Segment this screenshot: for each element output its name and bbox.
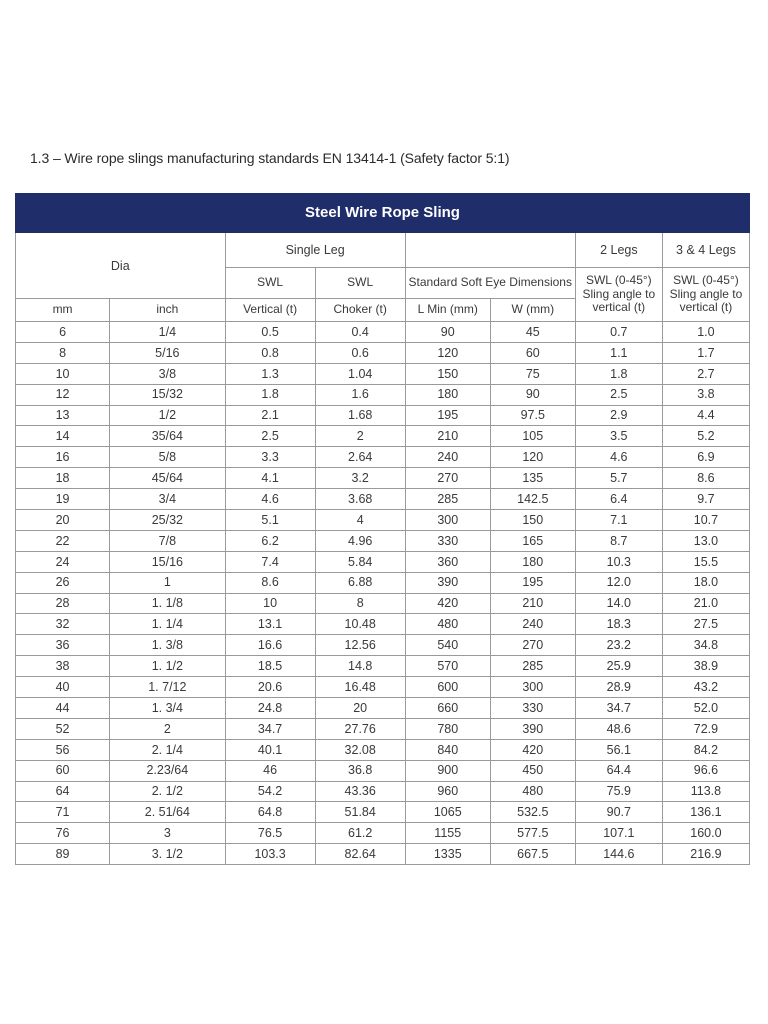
cell-dia-mm: 24 (16, 551, 110, 572)
cell-dia-mm: 44 (16, 698, 110, 719)
cell-w-mm: 667.5 (490, 844, 575, 865)
table-row (16, 802, 750, 823)
header-two-legs-swl: SWL (0-45°) Sling angle to vertical (t) (575, 268, 662, 322)
table-row (16, 614, 750, 635)
cell-swl-vertical: 8.6 (225, 572, 315, 593)
cell-swl-vertical: 6.2 (225, 530, 315, 551)
cell-swl-vertical: 10 (225, 593, 315, 614)
cell-l-min: 780 (405, 718, 490, 739)
cell-swl-choker: 4 (315, 510, 405, 531)
table-title-row (16, 194, 750, 233)
cell-two-legs-swl: 4.6 (575, 447, 662, 468)
cell-swl-vertical: 0.8 (225, 342, 315, 363)
table-row (16, 342, 750, 363)
cell-swl-vertical: 64.8 (225, 802, 315, 823)
cell-w-mm: 75 (490, 363, 575, 384)
cell-swl-vertical: 13.1 (225, 614, 315, 635)
table-row (16, 426, 750, 447)
cell-dia-inch: 3. 1/2 (110, 844, 225, 865)
cell-l-min: 180 (405, 384, 490, 405)
cell-dia-inch: 1/4 (110, 322, 225, 343)
cell-l-min: 600 (405, 677, 490, 698)
cell-l-min: 210 (405, 426, 490, 447)
cell-three-four-swl: 84.2 (662, 739, 749, 760)
cell-swl-vertical: 40.1 (225, 739, 315, 760)
cell-two-legs-swl: 1.1 (575, 342, 662, 363)
cell-dia-inch: 2. 1/4 (110, 739, 225, 760)
cell-two-legs-swl: 7.1 (575, 510, 662, 531)
cell-swl-choker: 1.04 (315, 363, 405, 384)
header-soft-eye: Standard Soft Eye Dimensions (405, 268, 575, 299)
header-vertical: Vertical (t) (225, 299, 315, 322)
cell-swl-choker: 0.4 (315, 322, 405, 343)
table-title: Steel Wire Rope Sling (16, 194, 750, 233)
header-row-1 (16, 233, 750, 268)
cell-l-min: 1335 (405, 844, 490, 865)
cell-w-mm: 60 (490, 342, 575, 363)
cell-two-legs-swl: 3.5 (575, 426, 662, 447)
cell-l-min: 330 (405, 530, 490, 551)
cell-three-four-swl: 136.1 (662, 802, 749, 823)
cell-l-min: 480 (405, 614, 490, 635)
cell-swl-vertical: 103.3 (225, 844, 315, 865)
table-row (16, 530, 750, 551)
cell-two-legs-swl: 90.7 (575, 802, 662, 823)
cell-swl-choker: 2.64 (315, 447, 405, 468)
cell-l-min: 90 (405, 322, 490, 343)
cell-w-mm: 240 (490, 614, 575, 635)
cell-swl-choker: 12.56 (315, 635, 405, 656)
cell-swl-choker: 16.48 (315, 677, 405, 698)
cell-swl-vertical: 5.1 (225, 510, 315, 531)
cell-w-mm: 330 (490, 698, 575, 719)
cell-swl-choker: 43.36 (315, 781, 405, 802)
cell-dia-mm: 71 (16, 802, 110, 823)
cell-swl-choker: 5.84 (315, 551, 405, 572)
cell-w-mm: 45 (490, 322, 575, 343)
cell-three-four-swl: 10.7 (662, 510, 749, 531)
cell-dia-mm: 36 (16, 635, 110, 656)
cell-swl-vertical: 4.1 (225, 468, 315, 489)
cell-swl-vertical: 24.8 (225, 698, 315, 719)
table-row (16, 405, 750, 426)
cell-w-mm: 210 (490, 593, 575, 614)
cell-two-legs-swl: 5.7 (575, 468, 662, 489)
cell-three-four-swl: 13.0 (662, 530, 749, 551)
header-soft-eye-blank (405, 233, 575, 268)
cell-dia-inch: 2. 1/2 (110, 781, 225, 802)
cell-three-four-swl: 2.7 (662, 363, 749, 384)
cell-three-four-swl: 3.8 (662, 384, 749, 405)
cell-swl-choker: 20 (315, 698, 405, 719)
cell-w-mm: 450 (490, 760, 575, 781)
cell-l-min: 360 (405, 551, 490, 572)
cell-swl-vertical: 2.1 (225, 405, 315, 426)
cell-l-min: 285 (405, 489, 490, 510)
cell-two-legs-swl: 12.0 (575, 572, 662, 593)
table-body (16, 322, 750, 865)
cell-three-four-swl: 9.7 (662, 489, 749, 510)
cell-two-legs-swl: 25.9 (575, 656, 662, 677)
header-mm: mm (16, 299, 110, 322)
table-row (16, 468, 750, 489)
cell-dia-mm: 40 (16, 677, 110, 698)
header-choker: Choker (t) (315, 299, 405, 322)
cell-dia-inch: 1. 3/4 (110, 698, 225, 719)
table-row (16, 718, 750, 739)
cell-swl-choker: 14.8 (315, 656, 405, 677)
cell-swl-vertical: 0.5 (225, 322, 315, 343)
cell-swl-vertical: 76.5 (225, 823, 315, 844)
cell-dia-inch: 15/32 (110, 384, 225, 405)
table-row (16, 551, 750, 572)
cell-dia-mm: 89 (16, 844, 110, 865)
cell-w-mm: 142.5 (490, 489, 575, 510)
cell-swl-vertical: 3.3 (225, 447, 315, 468)
table-row (16, 760, 750, 781)
sling-table (15, 193, 750, 865)
cell-dia-inch: 2. 51/64 (110, 802, 225, 823)
cell-swl-choker: 3.68 (315, 489, 405, 510)
cell-w-mm: 300 (490, 677, 575, 698)
cell-swl-vertical: 16.6 (225, 635, 315, 656)
cell-dia-mm: 8 (16, 342, 110, 363)
cell-swl-choker: 0.6 (315, 342, 405, 363)
cell-dia-inch: 35/64 (110, 426, 225, 447)
cell-w-mm: 420 (490, 739, 575, 760)
cell-three-four-swl: 34.8 (662, 635, 749, 656)
table-row (16, 363, 750, 384)
cell-swl-choker: 6.88 (315, 572, 405, 593)
cell-dia-mm: 38 (16, 656, 110, 677)
cell-w-mm: 135 (490, 468, 575, 489)
table-row (16, 593, 750, 614)
cell-dia-inch: 3/8 (110, 363, 225, 384)
cell-swl-choker: 32.08 (315, 739, 405, 760)
cell-l-min: 420 (405, 593, 490, 614)
cell-l-min: 540 (405, 635, 490, 656)
cell-w-mm: 577.5 (490, 823, 575, 844)
cell-w-mm: 195 (490, 572, 575, 593)
header-three-four-swl: SWL (0-45°) Sling angle to vertical (t) (662, 268, 749, 322)
cell-swl-vertical: 54.2 (225, 781, 315, 802)
cell-swl-vertical: 34.7 (225, 718, 315, 739)
table-row (16, 698, 750, 719)
cell-three-four-swl: 1.0 (662, 322, 749, 343)
cell-w-mm: 480 (490, 781, 575, 802)
table-row (16, 656, 750, 677)
cell-w-mm: 390 (490, 718, 575, 739)
cell-dia-mm: 60 (16, 760, 110, 781)
page-heading: 1.3 – Wire rope slings manufacturing standards EN 13414-1 (Safety factor 5:1) (30, 150, 510, 166)
cell-swl-choker: 82.64 (315, 844, 405, 865)
cell-dia-mm: 64 (16, 781, 110, 802)
table-row (16, 322, 750, 343)
cell-three-four-swl: 72.9 (662, 718, 749, 739)
cell-three-four-swl: 8.6 (662, 468, 749, 489)
table-row (16, 781, 750, 802)
table-row (16, 489, 750, 510)
cell-swl-vertical: 7.4 (225, 551, 315, 572)
cell-dia-inch: 1. 3/8 (110, 635, 225, 656)
header-two-legs: 2 Legs (575, 233, 662, 268)
cell-dia-inch: 5/16 (110, 342, 225, 363)
cell-three-four-swl: 1.7 (662, 342, 749, 363)
cell-swl-choker: 1.68 (315, 405, 405, 426)
cell-swl-choker: 4.96 (315, 530, 405, 551)
cell-three-four-swl: 38.9 (662, 656, 749, 677)
cell-two-legs-swl: 1.8 (575, 363, 662, 384)
cell-dia-inch: 5/8 (110, 447, 225, 468)
cell-dia-inch: 1. 1/2 (110, 656, 225, 677)
header-three-four-legs: 3 & 4 Legs (662, 233, 749, 268)
cell-w-mm: 150 (490, 510, 575, 531)
cell-three-four-swl: 5.2 (662, 426, 749, 447)
cell-w-mm: 532.5 (490, 802, 575, 823)
header-w-mm: W (mm) (490, 299, 575, 322)
cell-l-min: 660 (405, 698, 490, 719)
cell-dia-mm: 56 (16, 739, 110, 760)
cell-l-min: 240 (405, 447, 490, 468)
header-swl-vertical: SWL (225, 268, 315, 299)
cell-swl-vertical: 1.3 (225, 363, 315, 384)
cell-dia-inch: 1. 7/12 (110, 677, 225, 698)
header-dia: Dia (16, 233, 226, 299)
table-row (16, 844, 750, 865)
cell-three-four-swl: 160.0 (662, 823, 749, 844)
cell-dia-mm: 76 (16, 823, 110, 844)
cell-l-min: 270 (405, 468, 490, 489)
cell-swl-choker: 61.2 (315, 823, 405, 844)
cell-three-four-swl: 6.9 (662, 447, 749, 468)
cell-swl-vertical: 18.5 (225, 656, 315, 677)
cell-dia-mm: 13 (16, 405, 110, 426)
cell-two-legs-swl: 14.0 (575, 593, 662, 614)
table-row (16, 384, 750, 405)
cell-dia-mm: 6 (16, 322, 110, 343)
header-single-leg: Single Leg (225, 233, 405, 268)
cell-w-mm: 165 (490, 530, 575, 551)
cell-dia-inch: 2.23/64 (110, 760, 225, 781)
cell-two-legs-swl: 10.3 (575, 551, 662, 572)
cell-dia-mm: 26 (16, 572, 110, 593)
cell-three-four-swl: 52.0 (662, 698, 749, 719)
cell-dia-inch: 15/16 (110, 551, 225, 572)
cell-two-legs-swl: 18.3 (575, 614, 662, 635)
cell-swl-choker: 2 (315, 426, 405, 447)
header-l-min: L Min (mm) (405, 299, 490, 322)
cell-two-legs-swl: 2.9 (575, 405, 662, 426)
cell-l-min: 120 (405, 342, 490, 363)
cell-swl-vertical: 2.5 (225, 426, 315, 447)
cell-two-legs-swl: 144.6 (575, 844, 662, 865)
cell-three-four-swl: 4.4 (662, 405, 749, 426)
cell-dia-mm: 16 (16, 447, 110, 468)
cell-dia-mm: 28 (16, 593, 110, 614)
cell-three-four-swl: 216.9 (662, 844, 749, 865)
cell-dia-mm: 18 (16, 468, 110, 489)
header-swl-choker: SWL (315, 268, 405, 299)
table-row (16, 510, 750, 531)
cell-w-mm: 105 (490, 426, 575, 447)
cell-l-min: 840 (405, 739, 490, 760)
cell-three-four-swl: 113.8 (662, 781, 749, 802)
cell-swl-choker: 8 (315, 593, 405, 614)
cell-dia-mm: 52 (16, 718, 110, 739)
cell-swl-vertical: 20.6 (225, 677, 315, 698)
cell-dia-inch: 1/2 (110, 405, 225, 426)
cell-dia-inch: 1. 1/4 (110, 614, 225, 635)
cell-w-mm: 97.5 (490, 405, 575, 426)
cell-l-min: 1065 (405, 802, 490, 823)
cell-two-legs-swl: 23.2 (575, 635, 662, 656)
cell-l-min: 960 (405, 781, 490, 802)
cell-l-min: 150 (405, 363, 490, 384)
cell-swl-vertical: 46 (225, 760, 315, 781)
cell-w-mm: 120 (490, 447, 575, 468)
cell-swl-choker: 51.84 (315, 802, 405, 823)
cell-dia-mm: 22 (16, 530, 110, 551)
cell-two-legs-swl: 28.9 (575, 677, 662, 698)
cell-w-mm: 90 (490, 384, 575, 405)
cell-three-four-swl: 18.0 (662, 572, 749, 593)
cell-l-min: 900 (405, 760, 490, 781)
cell-three-four-swl: 43.2 (662, 677, 749, 698)
cell-three-four-swl: 96.6 (662, 760, 749, 781)
cell-dia-inch: 25/32 (110, 510, 225, 531)
cell-w-mm: 270 (490, 635, 575, 656)
cell-two-legs-swl: 8.7 (575, 530, 662, 551)
cell-dia-inch: 1. 1/8 (110, 593, 225, 614)
cell-dia-mm: 10 (16, 363, 110, 384)
cell-dia-mm: 20 (16, 510, 110, 531)
cell-three-four-swl: 27.5 (662, 614, 749, 635)
cell-w-mm: 285 (490, 656, 575, 677)
table-row (16, 677, 750, 698)
cell-dia-inch: 3 (110, 823, 225, 844)
cell-two-legs-swl: 0.7 (575, 322, 662, 343)
table-row (16, 739, 750, 760)
table-row (16, 635, 750, 656)
header-inch: inch (110, 299, 225, 322)
cell-w-mm: 180 (490, 551, 575, 572)
cell-swl-choker: 27.76 (315, 718, 405, 739)
cell-two-legs-swl: 64.4 (575, 760, 662, 781)
cell-three-four-swl: 21.0 (662, 593, 749, 614)
cell-dia-inch: 2 (110, 718, 225, 739)
cell-dia-mm: 14 (16, 426, 110, 447)
cell-swl-choker: 1.6 (315, 384, 405, 405)
cell-two-legs-swl: 56.1 (575, 739, 662, 760)
table-row (16, 447, 750, 468)
cell-two-legs-swl: 75.9 (575, 781, 662, 802)
cell-l-min: 570 (405, 656, 490, 677)
cell-l-min: 1155 (405, 823, 490, 844)
cell-two-legs-swl: 34.7 (575, 698, 662, 719)
cell-dia-inch: 1 (110, 572, 225, 593)
cell-two-legs-swl: 48.6 (575, 718, 662, 739)
cell-swl-vertical: 4.6 (225, 489, 315, 510)
cell-l-min: 195 (405, 405, 490, 426)
cell-swl-choker: 3.2 (315, 468, 405, 489)
cell-three-four-swl: 15.5 (662, 551, 749, 572)
cell-dia-mm: 12 (16, 384, 110, 405)
cell-two-legs-swl: 107.1 (575, 823, 662, 844)
cell-dia-mm: 32 (16, 614, 110, 635)
cell-swl-choker: 10.48 (315, 614, 405, 635)
cell-swl-vertical: 1.8 (225, 384, 315, 405)
cell-two-legs-swl: 2.5 (575, 384, 662, 405)
cell-dia-inch: 3/4 (110, 489, 225, 510)
cell-dia-inch: 45/64 (110, 468, 225, 489)
table-row (16, 823, 750, 844)
cell-dia-mm: 19 (16, 489, 110, 510)
cell-swl-choker: 36.8 (315, 760, 405, 781)
cell-l-min: 390 (405, 572, 490, 593)
table-row (16, 572, 750, 593)
cell-dia-inch: 7/8 (110, 530, 225, 551)
cell-l-min: 300 (405, 510, 490, 531)
cell-two-legs-swl: 6.4 (575, 489, 662, 510)
